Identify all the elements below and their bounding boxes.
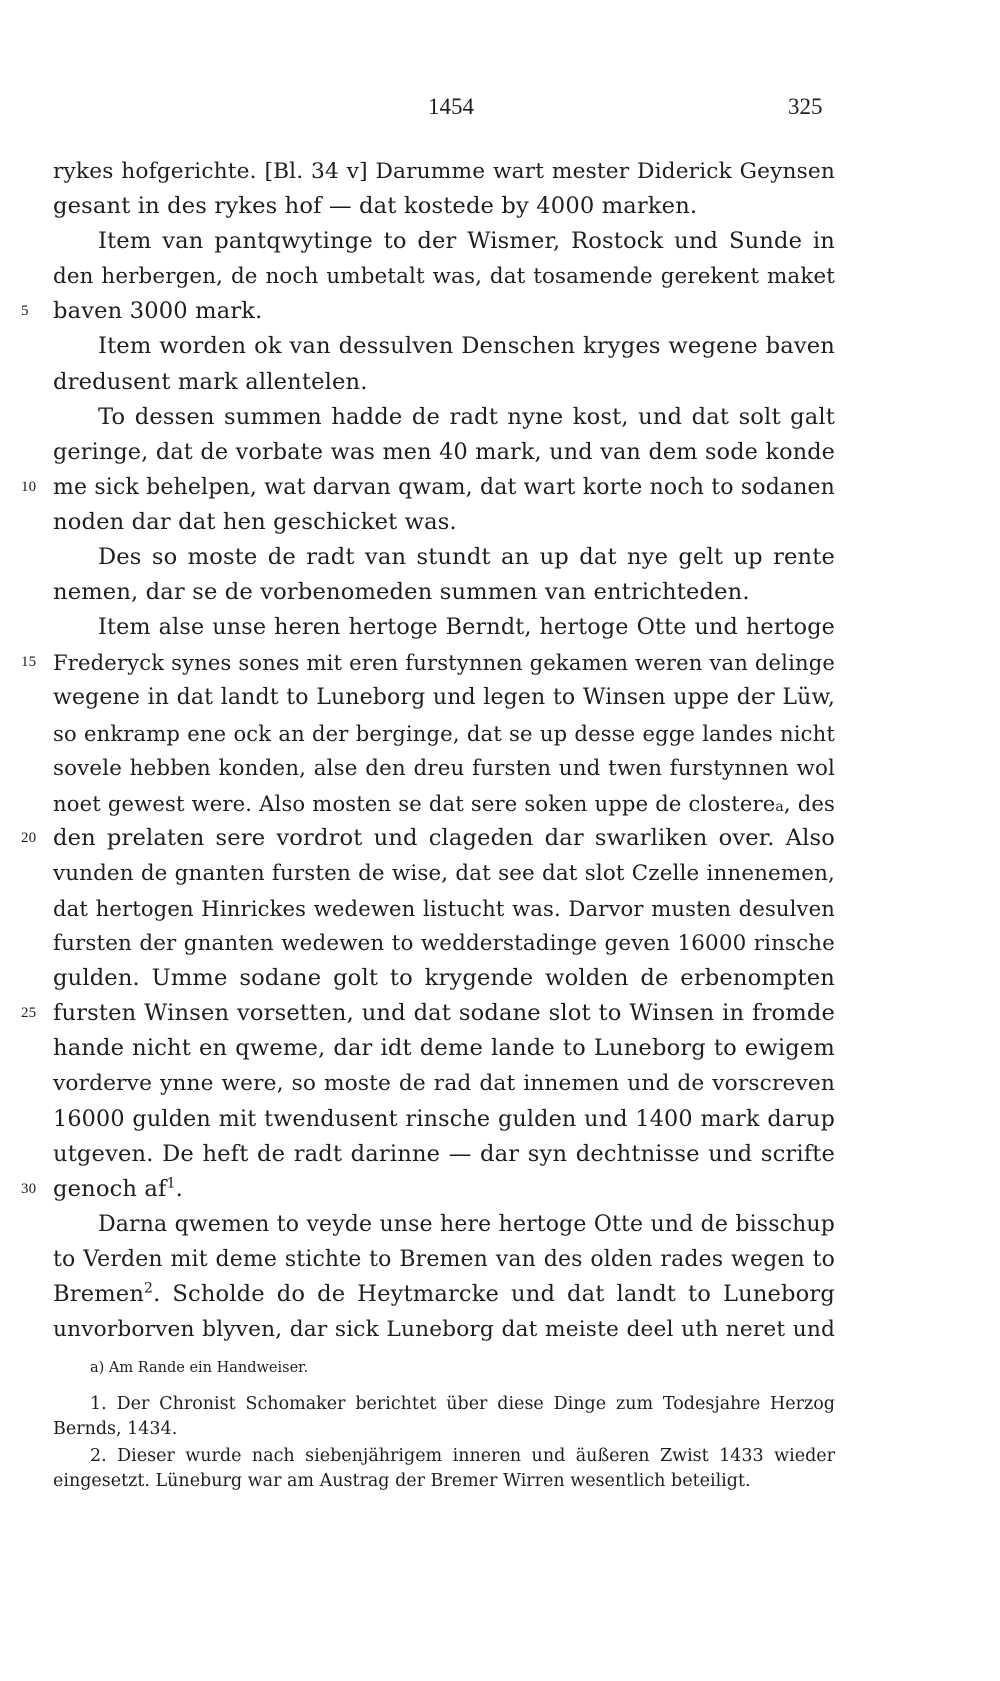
footnote-1-line: 1. Der Chronist Schomaker berichtet über diese Dinge zum Todesjahre Herzog <box>90 1394 835 1414</box>
footnote-2-line: eingesetzt. Lüneburg war am Austrag der Bremer Wirren wesentlich beteiligt. <box>53 1471 751 1491</box>
text-line <box>53 154 835 189</box>
text-line <box>53 1207 835 1242</box>
text-line <box>53 435 835 470</box>
text-line <box>53 610 835 645</box>
line-number: 25 <box>21 1005 37 1022</box>
line-text: geringe, dat de vorbate was men 40 mark, und van dem sode konde <box>53 438 835 465</box>
footnote-mark: a <box>775 798 784 815</box>
running-head-year: 1454 <box>428 94 474 119</box>
text-line <box>21 1172 835 1207</box>
line-number: 10 <box>21 478 37 495</box>
line-text: noden dar dat hen geschicket was. <box>53 508 457 535</box>
line-text: To dessen summen hadde de radt nyne kost, und dat solt galt <box>98 403 835 430</box>
text-line <box>21 294 835 329</box>
text-line <box>53 329 835 364</box>
line-text-tail: . <box>175 1175 183 1202</box>
text-line <box>53 505 835 540</box>
line-text: den prelaten sere vordrot und clageden dar swarliken over. Also <box>53 824 835 851</box>
footnote-2-line: 2. Dieser wurde nach siebenjährigem inneren und äußeren Zwist 1433 wieder <box>90 1446 835 1466</box>
text-line <box>53 400 835 435</box>
text-line <box>53 926 835 961</box>
text-line <box>53 365 835 400</box>
line-text: baven 3000 mark. <box>53 298 263 325</box>
line-text: den herbergen, de noch umbetalt was, dat tosamende gerekent maket <box>53 264 835 290</box>
body-text <box>21 154 835 1347</box>
line-text: noet gewest were. Also mosten se dat sere soken uppe de clostere <box>53 790 776 816</box>
text-line <box>21 470 835 505</box>
line-text: Frederyck synes sones mit eren furstynnen gekamen weren van delinge <box>53 650 835 676</box>
line-text: vorderve ynne were, so moste de rad dat innemen und de vorscreven <box>53 1071 835 1097</box>
footnote-1 <box>53 1392 835 1442</box>
footnote-reference: 1 <box>166 1175 176 1192</box>
line-text: utgeven. De heft de radt darinne — dar syn dechtnisse und scrifte <box>53 1140 835 1167</box>
text-line <box>21 821 835 856</box>
text-line <box>53 856 835 891</box>
text-line <box>53 224 835 259</box>
line-text: Bremen <box>53 1281 145 1307</box>
line-text: dat hertogen Hinrickes wedewen listucht was. Darvor musten desulven <box>53 895 835 921</box>
text-line <box>53 680 835 715</box>
line-text: Darna qwemen to veyde unse here hertoge Otte und de bisschup <box>98 1211 835 1237</box>
text-line <box>21 996 835 1031</box>
line-text: dredusent mark allentelen. <box>53 368 368 395</box>
line-text: wegene in dat landt to Luneborg und legen to Winsen uppe der Lüw, <box>53 685 835 711</box>
text-line <box>53 1277 835 1312</box>
text-line <box>53 1242 835 1277</box>
text-line <box>53 1312 835 1347</box>
text-line <box>53 1031 835 1066</box>
text-line <box>53 189 835 224</box>
line-text: Item van pantqwytinge to der Wismer, Rostock und Sunde in <box>98 228 835 255</box>
line-text: genoch af <box>53 1175 167 1202</box>
line-text: fursten der gnanten wedewen to wedderstadinge geven 16000 rinsche <box>53 931 835 957</box>
text-line <box>53 259 835 294</box>
line-text: 16000 gulden mit twendusent rinsche gulden und 1400 mark darup <box>53 1105 835 1132</box>
text-line <box>53 961 835 996</box>
line-text: fursten Winsen vorsetten, und dat sodane slot to Winsen in fromde <box>53 1000 835 1027</box>
footnote-1-line: Bernds, 1434. <box>53 1419 178 1439</box>
text-line <box>53 1066 835 1101</box>
line-text: rykes hofgerichte. [Bl. 34 v] Darumme wart mester Diderick Geynsen <box>53 159 835 184</box>
text-line <box>53 786 835 821</box>
line-text: so enkramp ene ock an der berginge, dat se up desse egge landes nicht <box>53 720 835 746</box>
text-line <box>53 575 835 610</box>
text-line <box>53 891 835 926</box>
line-text-tail: . Scholde do de Heytmarcke und dat landt to Luneborg <box>153 1281 835 1307</box>
line-text: hande nicht en qweme, dar idt deme lande to Luneborg to ewigem <box>53 1035 835 1062</box>
text-line <box>53 716 835 751</box>
text-line <box>53 1102 835 1137</box>
footnote-a: a) Am Rande ein Handweiser. <box>90 1360 309 1376</box>
line-text: unvorborven blyven, dar sick Luneborg dat meiste deel uth neret und <box>53 1317 835 1343</box>
text-line <box>21 645 835 680</box>
line-text: Item alse unse heren hertoge Berndt, hertoge Otte und hertoge <box>98 614 835 641</box>
line-text: gesant in des rykes hof — dat kostede by 4000 marken. <box>53 193 698 220</box>
footnote-2 <box>53 1444 835 1494</box>
line-text: Des so moste de radt van stundt an up dat nye gelt up rente <box>98 544 835 571</box>
line-number: 30 <box>21 1180 37 1197</box>
text-line <box>53 751 835 786</box>
line-text: gulden. Umme sodane golt to krygende wolden de erbenompten <box>53 965 835 992</box>
page-number: 325 <box>788 94 823 119</box>
line-number: 20 <box>21 829 37 846</box>
line-text-tail: , des <box>783 790 835 816</box>
text-line <box>53 1137 835 1172</box>
line-number: 15 <box>21 654 37 671</box>
line-number: 5 <box>21 303 29 320</box>
line-text: me sick behelpen, wat darvan qwam, dat wart korte noch to sodanen <box>53 474 835 500</box>
line-text: sovele hebben konden, alse den dreu fursten und twen furstynnen wol <box>53 755 835 781</box>
text-line <box>53 540 835 575</box>
line-text: Item worden ok van dessulven Denschen kryges wegene baven <box>98 333 835 360</box>
line-text: vunden de gnanten fursten de wise, dat see dat slot Czelle innenemen, <box>53 860 835 886</box>
line-text: nemen, dar se de vorbenomeden summen van entrichteden. <box>53 579 750 606</box>
footnote-reference: 2 <box>144 1280 154 1297</box>
line-text: to Verden mit deme stichte to Bremen van des olden rades wegen to <box>53 1246 835 1272</box>
